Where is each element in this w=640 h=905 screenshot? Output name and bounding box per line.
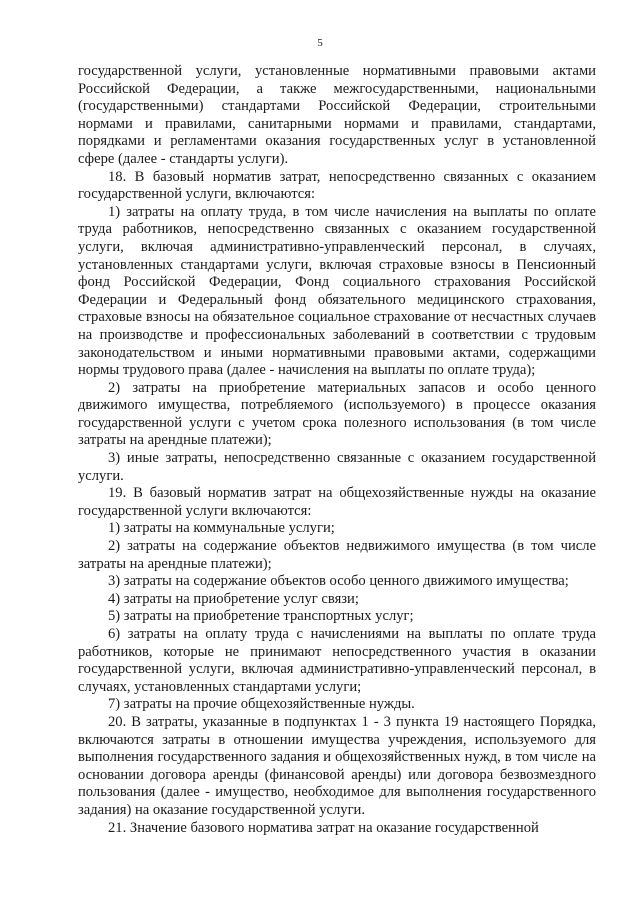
document-body [78,63,596,837]
paragraph-19-item-2: 2) затраты на содержание объектов недвижимого имущества (в том числе затраты на арендные платежи); [78,538,596,572]
page-number: 5 [317,37,323,49]
paragraph-20: 20. В затраты, указанные в подпунктах 1 - 3 пункта 19 настоящего Порядка, включаются затраты в отношении имущества учреждения, используемого для выполнения государственного задания и общехозяйственных нужд, в том числе на основании договора аренды (финансовой аренды) или договора безвозмездного пользования (далее - имущество, необходимое для выполнения государственного задания) на оказание государственной услуги. [78,713,596,818]
paragraph-19-item-5: 5) затраты на приобретение транспортных услуг; [108,608,414,625]
paragraph-19: 19. В базовый норматив затрат на общехозяйственные нужды на оказание государственной услуги включаются: [78,485,596,519]
paragraph-19-item-3: 3) затраты на содержание объектов особо ценного движимого имущества; [108,573,569,590]
paragraph-19-item-7: 7) затраты на прочие общехозяйственные нужды. [108,696,415,713]
paragraph-19-item-6: 6) затраты на оплату труда с начислениями на выплаты по оплате труда работников, которые не принимают непосредственного участия в оказании государственной услуги, включая административно-управленческий персонал, в случаях, установленных стандартами услуги; [78,626,596,695]
paragraph-18-item-3: 3) иные затраты, непосредственно связанные с оказанием государственной услуги. [78,450,596,484]
paragraph-19-item-4: 4) затраты на приобретение услуг связи; [108,590,359,607]
paragraph-continuation: государственной услуги, установленные нормативными правовыми актами Российской Федерации, а также межгосударственными, национальными (государственными) стандартами Российской Федерации, строительными нормами и правилами, санитарными нормами и правилами, стандартами, порядками и регламентами оказания государственных услуг в установленной сфере (далее - стандарты услуги). [78,63,596,167]
paragraph-19-item-1: 1) затраты на коммунальные услуги; [108,520,335,537]
paragraph-18-item-1: 1) затраты на оплату труда, в том числе начисления на выплаты по оплате труда работников, непосредственно связанных с оказанием государственной услуги, включая административно-управленческий персонал, в случаях, установленных стандартами услуги, включая страховые взносы в Пенсионный фонд Российской Федерации, Фонд социального страхования Российской Федерации и Федеральный фонд обязательного медицинского страхования, страховые взносы на обязательное социальное страхование от несчастных случаев на производстве и профессиональных заболеваний в соответствии с трудовым законодательством и иными нормативными правовыми актами, содержащими нормы трудового права (далее - начисления на выплаты по оплате труда); [78,203,596,379]
paragraph-18: 18. В базовый норматив затрат, непосредственно связанных с оказанием государственной услуги, включаются: [78,168,596,203]
paragraph-18-item-2: 2) затраты на приобретение материальных запасов и особо ценного движимого имущества, потребляемого (используемого) в процессе оказания государственной услуги с учетом срока полезного использования (в том числе затраты на арендные платежи); [78,379,596,449]
paragraph-21: 21. Значение базового норматива затрат на оказание государственной [108,819,539,836]
